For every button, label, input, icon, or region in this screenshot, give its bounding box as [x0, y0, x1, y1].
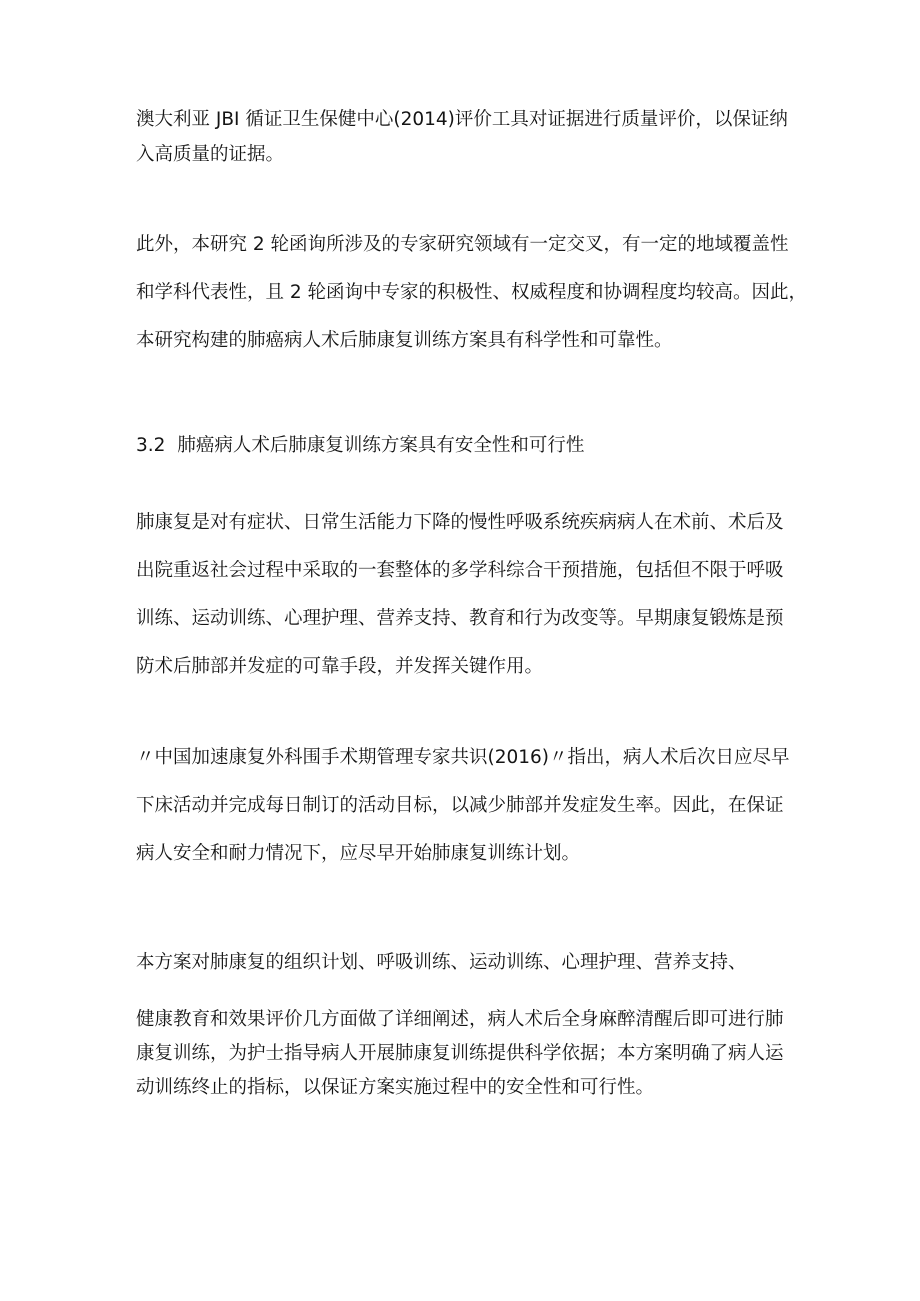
paragraph-line: 病人安全和耐力情况下，应尽早开始肺康复训练计划。	[136, 843, 581, 864]
paragraph-jbi-evaluation	[136, 104, 790, 171]
paragraph-line: 动训练终止的指标，以保证方案实施过程中的安全性和可行性。	[136, 1077, 655, 1098]
section-heading	[136, 430, 790, 462]
paragraph-plan-details	[136, 1004, 790, 1104]
paragraph-line: 健康教育和效果评价几方面做了详细阐述，病人术后全身麻醉清醒后即可进行肺	[136, 1009, 784, 1030]
section-title: 肺癌病人术后肺康复训练方案具有安全性和可行性	[177, 435, 585, 456]
paragraph-line: 出院重返社会过程中采取的一套整体的多学科综合干预措施，包括但不限于呼吸	[136, 560, 784, 581]
paragraph-line: 康复训练，为护士指导病人开展肺康复训练提供科学依据；本方案明确了病人运	[136, 1043, 784, 1064]
section-number: 3.2	[136, 435, 166, 456]
paragraph-line: 〃中国加速康复外科围手术期管理专家共识(2016)〃指出，病人术后次日应尽早	[136, 747, 790, 768]
paragraph-line: 澳大利亚 JBI 循证卫生保健中心(2014)评价工具对证据进行质量评价，以保证纳	[136, 109, 788, 130]
paragraph-plan-overview	[136, 947, 790, 979]
paragraph-expert-consultation	[136, 229, 808, 357]
paragraph-line: 此外，本研究 2 轮函询所涉及的专家研究领域有一定交叉，有一定的地域覆盖性	[136, 234, 789, 255]
paragraph-line: 本方案对肺康复的组织计划、呼吸训练、运动训练、心理护理、营养支持、	[136, 952, 747, 973]
paragraph-line: 训练、运动训练、心理护理、营养支持、教育和行为改变等。早期康复锻炼是预	[136, 608, 784, 629]
paragraph-line: 肺康复是对有症状、日常生活能力下降的慢性呼吸系统疾病病人在术前、术后及	[136, 512, 784, 533]
paragraph-line: 入高质量的证据。	[136, 144, 285, 165]
paragraph-pulmonary-rehab-definition	[136, 507, 790, 683]
paragraph-line: 防术后肺部并发症的可靠手段，并发挥关键作用。	[136, 656, 544, 677]
paragraph-expert-consensus	[136, 742, 790, 870]
paragraph-line: 本研究构建的肺癌病人术后肺康复训练方案具有科学性和可靠性。	[136, 330, 673, 351]
paragraph-line: 和学科代表性，且 2 轮函询中专家的积极性、权威程度和协调程度均较高。因此，	[136, 282, 808, 303]
paragraph-line: 下床活动并完成每日制订的活动目标，以减少肺部并发症发生率。因此，在保证	[136, 795, 784, 816]
